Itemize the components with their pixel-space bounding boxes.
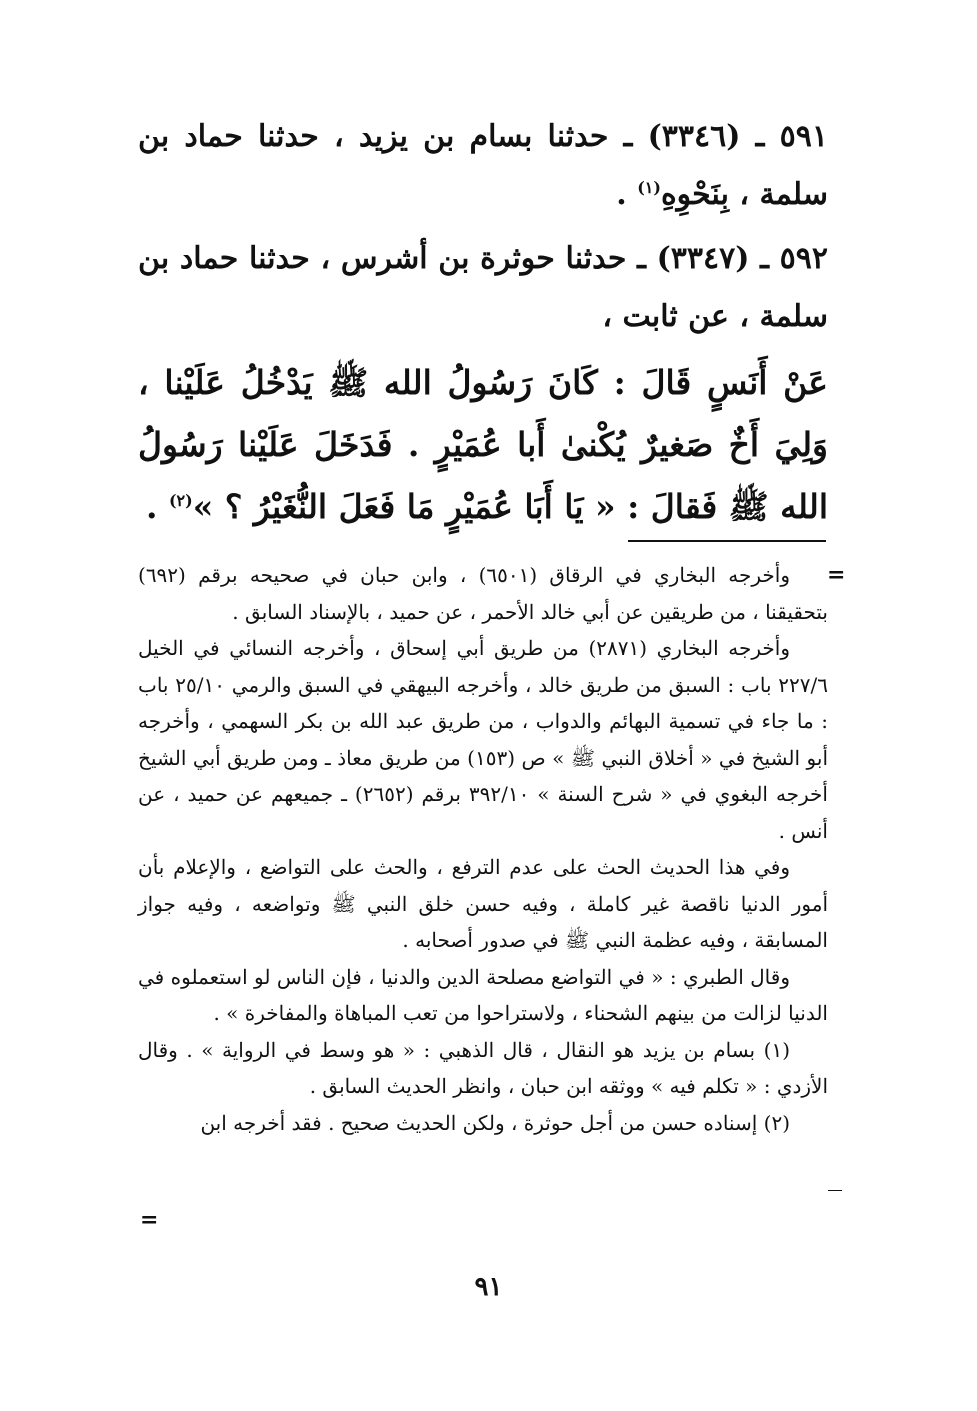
hadith-matn-end: . xyxy=(145,487,169,526)
note-tabari: وقال الطبري : « في التواضع مصلحة الدين والدنيا ، فإن الناس لو استعملوه في الدنيا لزالت من بينهم الشحناء ، ولاستراحوا من تعب المباهاة والمفاخرة » . xyxy=(138,964,828,1025)
page-number: ٩١ xyxy=(474,1272,503,1302)
footnote-ref-2: (٢) xyxy=(168,491,193,510)
continuation-mark-bottom: = xyxy=(140,1207,159,1233)
footnotes xyxy=(138,557,828,1141)
hadith-matn xyxy=(138,352,828,538)
note-takhrij-2: وأخرجه البخاري (٢٨٧١) من طريق أبي إسحاق ، وأخرجه النسائي في الخيل ٢٢٧/٦ باب : السبق من طريق خالد ، وأخرجه البيهقي في السبق والرمي ٢٥/١٠ باب : ما جاء في تسمية البهائم والدواب ، من طريق عبد الله بن بكر السهمي ، وأخرجه أبو الشيخ في « أخلاق النبي ﷺ » ص (١٥٣) من طريق معاذ ـ ومن طريق أبي الشيخ أخرجه البغوي في « شرح السنة » ٣٩٢/١٠ برقم (٢٦٥٢) ـ جميعهم عن حميد ، عن أنس . xyxy=(138,636,829,843)
hadith-592: ٥٩٢ ـ (٣٣٤٧) ـ حدثنا حوثرة بن أشرس ، حدثنا حماد بن سلمة ، عن ثابت ، xyxy=(138,241,828,334)
footnote-separator xyxy=(628,540,826,542)
footnote-2: (٢) إسناده حسن من أجل حوثرة ، ولكن الحديث صحيح . فقد أخرجه ابن xyxy=(200,1110,790,1135)
note-fawaid: وفي هذا الحديث الحث على عدم الترفع ، والحث على التواضع ، والإعلام بأن أمور الدنيا ناقصة غير كاملة ، وفيه حسن خلق النبي ﷺ وتواضعه ، وفيه جواز المسابقة ، وفيه عظمة النبي ﷺ في صدور أصحابه . xyxy=(138,855,828,952)
footnote-dash xyxy=(828,1190,842,1191)
hadith-591-end: . xyxy=(616,177,638,212)
continuation-mark-top: = xyxy=(827,562,846,588)
footnote-1: (١) بسام بن يزيد هو النقال ، قال الذهبي : « هو وسط في الرواية » . وقال الأزدي : « تكلم فيه » ووثقه ابن حبان ، وانظر الحديث السابق . xyxy=(138,1037,828,1098)
hadith-591 xyxy=(138,108,828,224)
main-text xyxy=(138,108,828,538)
hadith-591-text: ٥٩١ ـ (٣٣٤٦) ـ حدثنا بسام بن يزيد ، حدثنا حماد بن سلمة ، بِنَحْوِهِ xyxy=(138,119,828,212)
hadith-matn-text: عَنْ أَنَسٍ قَالَ : كَانَ رَسُولُ الله ﷺ يَدْخُلُ عَلَيْنا ، وَلِيَ أَخٌ صَغيرٌ يُكْنىٰ أَبا عُمَيْرٍ . فَدَخَلَ عَلَيْنا رَسُولُ الله ﷺ فَقالَ : « يَا أَبَا عُمَيْرٍ مَا فَعَلَ النُّغَيْرُ ؟ » xyxy=(138,363,828,526)
footnote-ref-1: (١) xyxy=(637,178,661,197)
note-takhrij-1: وأخرجه البخاري في الرقاق (٦٥٠١) ، وابن حبان في صحيحه برقم (٦٩٢) بتحقيقنا ، من طريقين عن أبي خالد الأحمر ، عن حميد ، بالإسناد السابق . xyxy=(138,563,828,624)
